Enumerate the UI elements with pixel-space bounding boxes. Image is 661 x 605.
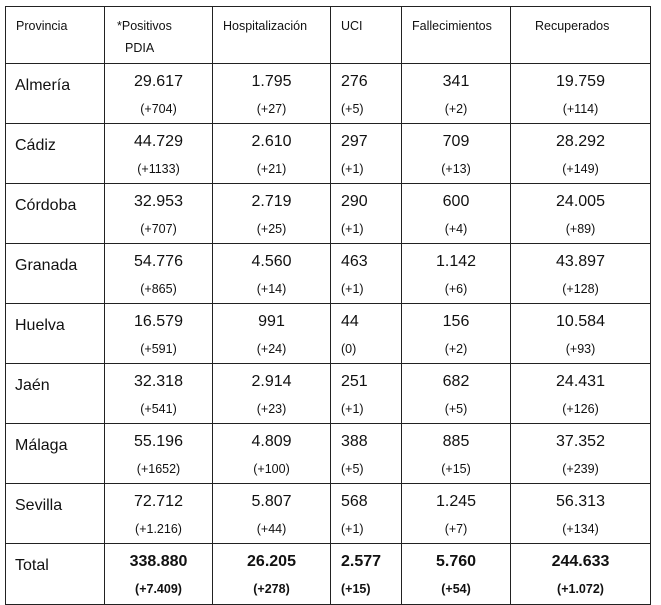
hospitalizacion-cell [213,544,331,605]
positivos-cell [105,64,213,124]
total-row [6,544,651,605]
recuperados-cell [511,244,651,304]
uci-value: 2.577 [341,553,382,570]
uci-cell [331,364,402,424]
hospitalizacion-cell [213,304,331,364]
recuperados-cell [511,484,651,544]
recuperados-delta: (+134) [562,522,599,536]
fallecimientos-value: 5.760 [435,553,477,570]
fallecimientos-delta: (+15) [441,462,471,476]
uci-value: 388 [341,433,368,450]
hospitalizacion-value: 4.809 [251,433,292,450]
positivos-cell [105,364,213,424]
recuperados-value: 19.759 [556,73,605,90]
recuperados-value: 24.005 [556,193,605,210]
provincia-cell [6,184,105,244]
header-provincia: Provincia [6,7,105,64]
header-positivos-line2: PDIA [125,41,155,55]
recuperados-delta: (+126) [562,402,599,416]
recuperados-cell [511,304,651,364]
fallecimientos-value: 156 [442,313,470,330]
uci-cell [331,244,402,304]
header-recuperados: Recuperados [511,7,651,64]
positivos-delta: (+704) [140,102,177,116]
table-row [6,124,651,184]
table-row [6,304,651,364]
recuperados-delta: (+149) [562,162,599,176]
uci-delta: (+1) [341,162,364,176]
positivos-delta: (+541) [140,402,177,416]
hospitalizacion-delta: (+24) [256,342,287,356]
hospitalizacion-delta: (+21) [256,162,287,176]
recuperados-value: 244.633 [551,553,610,570]
positivos-value: 32.953 [134,193,183,210]
recuperados-cell [511,364,651,424]
recuperados-value: 24.431 [556,373,605,390]
uci-cell [331,424,402,484]
uci-cell [331,184,402,244]
provincia-name: Jaén [15,377,50,394]
fallecimientos-delta: (+54) [441,582,471,596]
uci-value: 290 [341,193,368,210]
provincia-name: Sevilla [15,497,63,514]
positivos-cell [105,184,213,244]
provincia-name: Total [15,557,49,574]
uci-value: 568 [341,493,368,510]
provincia-cell [6,544,105,605]
provincia-cell [6,364,105,424]
fallecimientos-cell [402,124,511,184]
hospitalizacion-cell [213,64,331,124]
recuperados-value: 43.897 [556,253,605,270]
table-row [6,364,651,424]
header-positivos-line1: *Positivos [117,19,172,33]
hospitalizacion-value: 991 [258,313,285,330]
provincia-cell [6,424,105,484]
uci-delta: (+1) [341,402,364,416]
hospitalizacion-value: 4.560 [251,253,292,270]
uci-value: 463 [341,253,368,270]
uci-delta: (+5) [341,102,364,116]
uci-delta: (+1) [341,222,364,236]
positivos-cell [105,484,213,544]
uci-delta: (0) [341,342,357,356]
hospitalizacion-value: 1.795 [251,73,292,90]
positivos-cell [105,124,213,184]
positivos-delta: (+591) [140,342,177,356]
positivos-delta: (+1.216) [135,522,182,536]
positivos-delta: (+1133) [137,162,180,176]
positivos-value: 16.579 [134,313,183,330]
provincia-cell [6,244,105,304]
fallecimientos-cell [402,304,511,364]
fallecimientos-delta: (+6) [444,282,468,296]
fallecimientos-value: 682 [442,373,470,390]
hospitalizacion-delta: (+44) [256,522,287,536]
fallecimientos-cell [402,184,511,244]
provincia-cell [6,484,105,544]
hospitalizacion-delta: (+25) [256,222,287,236]
uci-cell [331,304,402,364]
fallecimientos-cell [402,424,511,484]
uci-cell [331,544,402,605]
hospitalizacion-delta: (+14) [256,282,287,296]
hospitalizacion-delta: (+278) [253,582,290,596]
hospitalizacion-value: 5.807 [251,493,292,510]
positivos-value: 54.776 [134,253,183,270]
recuperados-delta: (+239) [562,462,599,476]
fallecimientos-cell [402,244,511,304]
uci-delta: (+1) [341,522,364,536]
recuperados-cell [511,544,651,605]
hospitalizacion-value: 2.719 [251,193,292,210]
uci-cell [331,124,402,184]
recuperados-delta: (+114) [562,102,599,116]
header-positivos [105,7,213,64]
fallecimientos-value: 1.245 [435,493,477,510]
positivos-delta: (+1652) [136,462,181,476]
positivos-delta: (+7.409) [135,582,182,596]
positivos-cell [105,424,213,484]
covid-andalucia-table [5,6,651,605]
hospitalizacion-cell [213,484,331,544]
positivos-cell [105,544,213,605]
hospitalizacion-delta: (+100) [253,462,290,476]
positivos-delta: (+865) [140,282,177,296]
recuperados-cell [511,424,651,484]
positivos-value: 55.196 [134,433,183,450]
hospitalizacion-cell [213,124,331,184]
header-uci: UCI [331,7,402,64]
positivos-value: 29.617 [134,73,183,90]
fallecimientos-delta: (+13) [441,162,471,176]
positivos-value: 32.318 [134,373,183,390]
uci-delta: (+1) [341,282,364,296]
provincia-name: Córdoba [15,197,77,214]
recuperados-delta: (+93) [565,342,596,356]
positivos-value: 44.729 [134,133,183,150]
provincia-cell [6,304,105,364]
recuperados-cell [511,124,651,184]
provincia-name: Málaga [15,437,68,454]
recuperados-value: 56.313 [556,493,605,510]
positivos-value: 338.880 [129,553,188,570]
recuperados-delta: (+1.072) [557,582,604,596]
fallecimientos-cell [402,544,511,605]
hospitalizacion-delta: (+27) [256,102,287,116]
recuperados-value: 10.584 [556,313,605,330]
uci-cell [331,484,402,544]
hospitalizacion-cell [213,184,331,244]
hospitalizacion-value: 2.914 [251,373,292,390]
table-body [6,64,651,605]
fallecimientos-delta: (+2) [444,102,468,116]
fallecimientos-value: 341 [442,73,470,90]
uci-value: 251 [341,373,368,390]
provincia-name: Granada [15,257,78,274]
header-fallecimientos: Fallecimientos [402,7,511,64]
positivos-value: 72.712 [134,493,183,510]
table-row [6,424,651,484]
recuperados-delta: (+89) [565,222,596,236]
uci-value: 297 [341,133,368,150]
uci-value: 44 [341,313,359,330]
hospitalizacion-cell [213,364,331,424]
uci-delta: (+5) [341,462,364,476]
fallecimientos-cell [402,364,511,424]
recuperados-delta: (+128) [562,282,599,296]
uci-value: 276 [341,73,368,90]
header-hospitalizacion: Hospitalización [213,7,331,64]
recuperados-value: 28.292 [556,133,605,150]
fallecimientos-value: 709 [442,133,470,150]
hospitalizacion-delta: (+23) [256,402,287,416]
fallecimientos-delta: (+2) [444,342,468,356]
header-row [6,7,651,64]
uci-delta: (+15) [341,582,371,596]
fallecimientos-delta: (+7) [444,522,468,536]
fallecimientos-delta: (+4) [444,222,468,236]
fallecimientos-value: 1.142 [435,253,477,270]
positivos-delta: (+707) [140,222,177,236]
fallecimientos-delta: (+5) [444,402,468,416]
uci-cell [331,64,402,124]
fallecimientos-value: 600 [442,193,470,210]
table-row [6,184,651,244]
fallecimientos-cell [402,484,511,544]
hospitalizacion-value: 26.205 [247,553,296,570]
provincia-name: Cádiz [15,137,56,154]
recuperados-cell [511,184,651,244]
provincia-cell [6,124,105,184]
table-row [6,64,651,124]
provincia-name: Almería [15,77,71,94]
hospitalizacion-cell [213,244,331,304]
fallecimientos-cell [402,64,511,124]
table-row [6,484,651,544]
positivos-cell [105,244,213,304]
recuperados-cell [511,64,651,124]
table-row [6,244,651,304]
hospitalizacion-value: 2.610 [251,133,292,150]
provincia-name: Huelva [15,317,65,334]
positivos-cell [105,304,213,364]
hospitalizacion-cell [213,424,331,484]
fallecimientos-value: 885 [442,433,470,450]
recuperados-value: 37.352 [556,433,605,450]
provincia-cell [6,64,105,124]
